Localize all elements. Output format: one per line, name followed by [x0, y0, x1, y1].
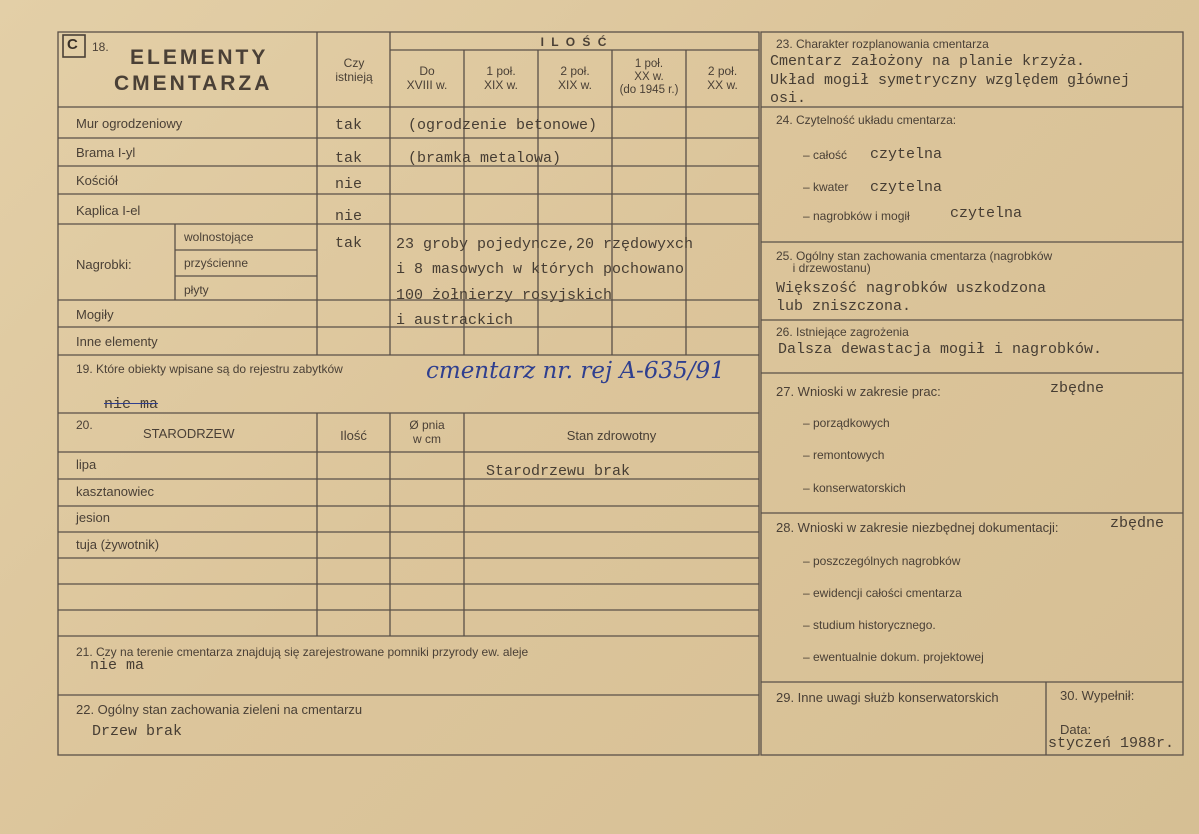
col-2pol-xix: 2 poł. XIX w. [557, 64, 592, 92]
section-29-label: 29. Inne uwagi służb konserwatorskich [776, 690, 999, 705]
section-24-label: 24. Czytelność układu cmentarza: [776, 113, 957, 127]
row-mur-label: Mur ogrodzeniowy [76, 116, 183, 131]
section-22-label: 22. Ogólny stan zachowania zieleni na cmentarzu [76, 702, 363, 717]
s28-ewidencji: – ewidencji całości cmentarza [803, 586, 962, 600]
col-czy-istnieja: Czy istnieją [335, 56, 373, 84]
section-28-label: 28. Wnioski w zakresie niezbędnej dokumentacji: [776, 520, 1059, 535]
s28-projektowej: – ewentualnie dokum. projektowej [803, 650, 984, 664]
section-21-typed: nie ma [90, 657, 145, 674]
section-26-label: 26. Istniejące zagrożenia [776, 325, 909, 339]
nagrobki-plyty: płyty [184, 283, 209, 297]
section-20-note: Starodrzewu brak [486, 463, 631, 480]
row-kosciol-label: Kościół [76, 173, 118, 188]
section-26-typed: Dalsza dewastacja mogił i nagrobków. [778, 341, 1103, 358]
row-kosciol-czy: nie [335, 176, 363, 193]
nagrobki-czy: tak [335, 235, 363, 252]
section-27-label: 27. Wnioski w zakresie prac: [776, 384, 941, 399]
tree-jesion: jesion [76, 510, 110, 525]
section-25-line1: Większość nagrobków uszkodzona [776, 280, 1047, 297]
section-25-label: 25. Ogólny stan zachowania cmentarza (nagrobków i drzewostanu) [776, 249, 1053, 275]
nagrobki-note-line1: 23 groby pojedyncze,20 rzędowyxch [396, 236, 694, 253]
row-mur-czy: tak [335, 117, 363, 134]
section-21-label: 21. Czy na terenie cmentarza znajdują się zarejestrowane pomniki przyrody ew. aleje [76, 645, 529, 659]
s24-nagrobkow-label: – nagrobków i mogił [803, 209, 910, 223]
col-stan-zdrowotny: Stan zdrowotny [566, 428, 657, 443]
section-23-line2: Układ mogił symetryczny względem głównej [770, 72, 1131, 89]
section-22-typed: Drzew brak [92, 723, 183, 740]
s27-konserwatorskich: – konserwatorskich [803, 481, 906, 495]
nagrobki-przyscienne: przyścienne [184, 256, 249, 270]
row-inne-label: Inne elementy [76, 334, 158, 349]
section-18-number: 18. [92, 40, 109, 54]
row-brama-note: (bramka metalowa) [408, 150, 562, 167]
s24-nagrobkow-value: czytelna [950, 205, 1023, 222]
nagrobki-wolnostojace: wolnostojące [184, 230, 254, 244]
section-23-line1: Cmentarz założony na planie krzyża. [770, 53, 1086, 70]
col-ilosc-header: I L O Ś Ć [540, 35, 609, 49]
s24-calosc-value: czytelna [870, 146, 943, 163]
section-23-label: 23. Charakter rozplanowania cmentarza [776, 37, 989, 51]
s24-kwater-value: czytelna [870, 179, 943, 196]
row-brama-label: Brama I-yl [76, 145, 136, 160]
data-typed: styczeń 1988r. [1048, 735, 1175, 752]
section-30-label: 30. Wypełnił: [1060, 688, 1135, 703]
col-1pol-xix: 1 poł. XIX w. [483, 64, 518, 92]
row-mogily-label: Mogiły [76, 307, 114, 322]
row-brama-czy: tak [335, 150, 363, 167]
section-25-line2: lub zniszczona. [776, 298, 912, 315]
row-kaplica-label: Kaplica I-el [76, 203, 141, 218]
section-18-title-line1: ELEMENTY [130, 46, 269, 69]
row-mur-note: (ogrodzenie betonowe) [408, 117, 598, 134]
col-1pol-xx: 1 poł. XX w. (do 1945 r.) [619, 58, 679, 96]
s28-studium: – studium historycznego. [803, 618, 936, 632]
section-23-line3: osi. [770, 90, 807, 107]
col-pnia: Ø pnia w cm [409, 418, 445, 446]
col-ilosc: Ilość [340, 428, 367, 443]
section-27-typed: zbędne [1050, 380, 1105, 397]
section-18-title-line2: CMENTARZA [114, 72, 273, 95]
col-2pol-xx: 2 poł. XX w. [707, 64, 738, 92]
tree-kasztanowiec: kasztanowiec [76, 484, 155, 499]
tree-tuja: tuja (żywotnik) [76, 537, 160, 552]
s24-calosc-label: – całość [803, 148, 848, 162]
section-28-typed: zbędne [1110, 515, 1165, 532]
nagrobki-note-line2: i 8 masowych w których pochowano [396, 261, 685, 278]
section-19-typed: nie ma [104, 396, 159, 413]
row-kaplica-czy: nie [335, 208, 363, 225]
nagrobki-label: Nagrobki: [76, 257, 132, 272]
s27-porzadkowych: – porządkowych [803, 416, 890, 430]
section-20-number: 20. [76, 418, 93, 432]
data-label: Data: [1060, 722, 1092, 737]
tree-lipa: lipa [76, 457, 97, 472]
nagrobki-note-line4: i austrackich [396, 312, 514, 329]
col-do-xviii: Do XVIII w. [406, 64, 448, 92]
nagrobki-note-line3: 100 żołnierzy rosyjskich [396, 287, 613, 304]
s28-nagrobkow: – poszczególnych nagrobków [803, 554, 961, 568]
section-19-handwritten: cmentarz nr. rej A-635/91 [426, 358, 725, 384]
s27-remontowych: – remontowych [803, 448, 885, 462]
section-c-marker: C [67, 36, 78, 53]
section-20-title: STARODRZEW [143, 426, 235, 441]
s24-kwater-label: – kwater [803, 180, 849, 194]
section-19-label: 19. Które obiekty wpisane są do rejestru zabytków [76, 362, 343, 376]
